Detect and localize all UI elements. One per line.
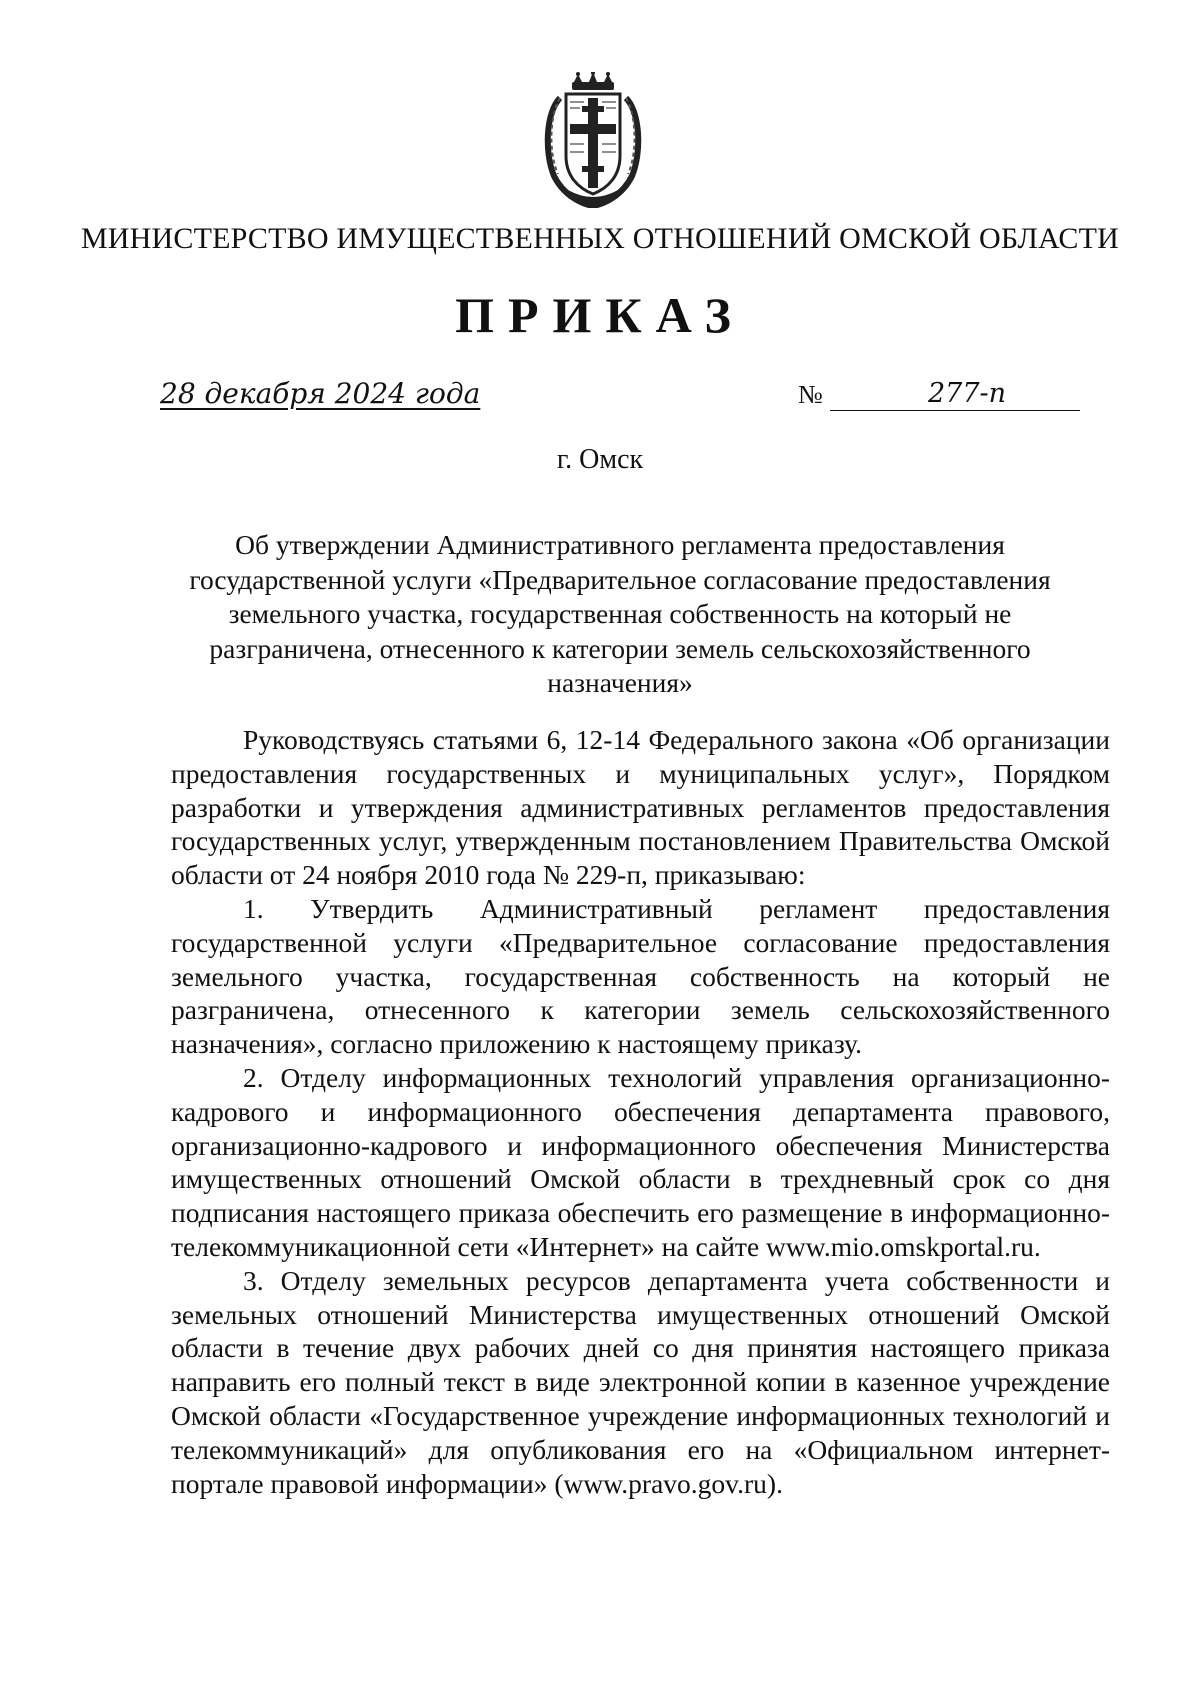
document-title: Об утверждении Административного регламента предоставления государственной услуги «Предварительное согласование предоставления земельного участка, государственная собственность на который не разграничена, отнесенного к категории земель сельскохозяйственного назначения»	[189, 529, 1051, 698]
number-underline	[830, 410, 1080, 411]
coat-of-arms-icon	[538, 72, 648, 208]
document-date: 28 декабря 2024 года	[160, 377, 481, 410]
city: г. Омск	[556, 444, 644, 475]
ministry-name: МИНИСТЕРСТВО ИМУЩЕСТВЕННЫХ ОТНОШЕНИЙ ОМСКОЙ ОБЛАСТИ	[80, 222, 1120, 255]
number-label: №	[798, 380, 823, 409]
document-body	[171, 723, 1110, 1500]
document-number: 277-п	[928, 378, 1007, 409]
document-type: ПРИКАЗ	[455, 287, 745, 343]
preamble-paragraph: Руководствуясь статьями 6, 12-14 Федерального закона «Об организации предоставления государственных и муниципальных услуг», Порядком разработки и утверждения административных регламентов предоставления государственных услуг, утвержденным постановлением Правительства Омской области от 24 ноября 2010 года № 229-п, приказываю:	[171, 724, 1110, 891]
clause-2-paragraph: 2. Отделу информационных технологий управления организационно-кадрового и информационного обеспечения департамента правового, организационно-кадрового и информационного обеспечения Министерства имущественных отношений Омской области в трехдневный срок со дня подписания настоящего приказа обеспечить его размещение в информационно-телекоммуникационной сети «Интернет» на сайте www.mio.omskportal.ru.	[171, 1061, 1110, 1262]
clause-3-paragraph: 3. Отделу земельных ресурсов департамента учета собственности и земельных отношений Министерства имущественных отношений Омской области в течение двух рабочих дней со дня принятия настоящего приказа направить его полный текст в виде электронной копии в казенное учреждение Омской области «Государственное учреждение информационных технологий и телекоммуникаций» для опубликования его на «Официальном интернет-портале правовой информации» (www.pravo.gov.ru).	[171, 1264, 1110, 1499]
document-number-block	[798, 380, 1080, 414]
clause-1-paragraph: 1. Утвердить Административный регламент предоставления государственной услуги «Предварительное согласование предоставления земельного участка, государственная собственность на который не разграничена, отнесенного к категории земель сельскохозяйственного назначения», согласно приложению к настоящему приказу.	[171, 892, 1110, 1060]
